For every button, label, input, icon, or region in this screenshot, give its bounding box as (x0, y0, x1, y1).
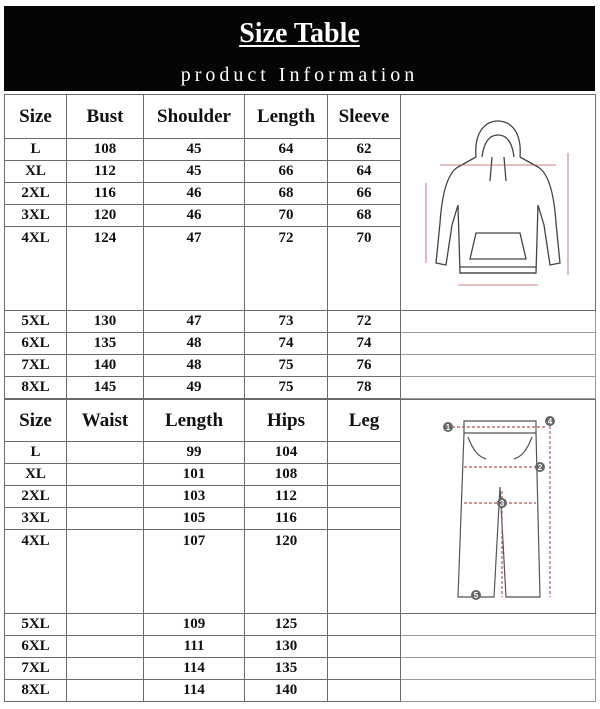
length-cell: 107 (144, 530, 245, 614)
empty-cell (401, 333, 596, 355)
length-cell: 72 (245, 227, 328, 311)
size-cell: 4XL (5, 530, 67, 614)
waist-cell (67, 530, 144, 614)
waist-cell (67, 486, 144, 508)
sleeve-cell: 64 (328, 161, 401, 183)
shoulder-cell: 45 (144, 139, 245, 161)
marker-label-1: 1 (445, 422, 451, 432)
hoodie-illustration-cell (401, 95, 596, 311)
bust-cell: 140 (67, 355, 144, 377)
hips-cell: 116 (245, 508, 328, 530)
size-cell: 4XL (5, 227, 67, 311)
size-cell: L (5, 442, 67, 464)
waist-cell (67, 658, 144, 680)
hips-cell: 140 (245, 680, 328, 702)
table-header-row (5, 400, 596, 442)
column-header-bust: Bust (67, 95, 144, 139)
length-cell: 101 (144, 464, 245, 486)
length-cell: 111 (144, 636, 245, 658)
bust-cell: 135 (67, 333, 144, 355)
empty-cell (401, 355, 596, 377)
length-cell: 64 (245, 139, 328, 161)
marker-label-3: 3 (499, 498, 505, 508)
length-cell: 103 (144, 486, 245, 508)
shoulder-cell: 47 (144, 227, 245, 311)
waist-cell (67, 614, 144, 636)
hips-cell: 108 (245, 464, 328, 486)
hips-cell: 120 (245, 530, 328, 614)
leg-cell (328, 486, 401, 508)
hips-cell: 135 (245, 658, 328, 680)
table-row (5, 614, 596, 636)
hips-cell: 112 (245, 486, 328, 508)
empty-cell (401, 636, 596, 658)
shoulder-cell: 46 (144, 205, 245, 227)
bust-cell: 108 (67, 139, 144, 161)
waist-cell (67, 680, 144, 702)
size-cell: XL (5, 464, 67, 486)
length-cell: 109 (144, 614, 245, 636)
waist-cell (67, 464, 144, 486)
shoulder-cell: 47 (144, 311, 245, 333)
length-cell: 114 (144, 658, 245, 680)
length-cell: 70 (245, 205, 328, 227)
sleeve-cell: 72 (328, 311, 401, 333)
table-row (5, 636, 596, 658)
header-banner (4, 6, 595, 91)
marker-label-5: 5 (473, 590, 479, 600)
size-cell: 2XL (5, 183, 67, 205)
pants-size-table (4, 399, 596, 702)
column-header-size: Size (5, 400, 67, 442)
empty-cell (401, 658, 596, 680)
table-row (5, 377, 596, 399)
hips-cell: 104 (245, 442, 328, 464)
hoodie-diagram-icon (418, 113, 578, 293)
shoulder-cell: 48 (144, 333, 245, 355)
sleeve-cell: 68 (328, 205, 401, 227)
leg-cell (328, 636, 401, 658)
shoulder-cell: 46 (144, 183, 245, 205)
size-cell: XL (5, 161, 67, 183)
column-header-hips: Hips (245, 400, 328, 442)
page-subtitle: product Information (180, 64, 419, 86)
length-cell: 114 (144, 680, 245, 702)
hips-cell: 130 (245, 636, 328, 658)
column-header-waist: Waist (67, 400, 144, 442)
empty-cell (401, 311, 596, 333)
marker-label-2: 2 (537, 462, 543, 472)
empty-cell (401, 377, 596, 399)
column-header-length: Length (144, 400, 245, 442)
pants-diagram-icon (428, 407, 568, 607)
marker-label-4: 4 (547, 416, 553, 426)
size-cell: 5XL (5, 614, 67, 636)
size-cell: 8XL (5, 377, 67, 399)
size-cell: 6XL (5, 636, 67, 658)
size-cell: 7XL (5, 658, 67, 680)
bust-cell: 130 (67, 311, 144, 333)
size-cell: 3XL (5, 508, 67, 530)
size-cell: 8XL (5, 680, 67, 702)
length-cell: 105 (144, 508, 245, 530)
sleeve-cell: 74 (328, 333, 401, 355)
column-header-size: Size (5, 95, 67, 139)
empty-cell (401, 680, 596, 702)
bust-cell: 120 (67, 205, 144, 227)
bust-cell: 145 (67, 377, 144, 399)
page-title: Size Table (239, 18, 360, 49)
shoulder-cell: 45 (144, 161, 245, 183)
size-cell: 5XL (5, 311, 67, 333)
length-cell: 68 (245, 183, 328, 205)
leg-cell (328, 680, 401, 702)
size-cell: 2XL (5, 486, 67, 508)
column-header-sleeve: Sleeve (328, 95, 401, 139)
sleeve-cell: 62 (328, 139, 401, 161)
length-cell: 75 (245, 355, 328, 377)
column-header-length: Length (245, 95, 328, 139)
column-header-leg: Leg (328, 400, 401, 442)
waist-cell (67, 636, 144, 658)
sleeve-cell: 78 (328, 377, 401, 399)
table-row (5, 658, 596, 680)
waist-cell (67, 508, 144, 530)
length-cell: 66 (245, 161, 328, 183)
size-cell: 3XL (5, 205, 67, 227)
sleeve-cell: 70 (328, 227, 401, 311)
shoulder-cell: 48 (144, 355, 245, 377)
sleeve-cell: 66 (328, 183, 401, 205)
empty-cell (401, 614, 596, 636)
leg-cell (328, 530, 401, 614)
leg-cell (328, 508, 401, 530)
pants-illustration-cell (401, 400, 596, 614)
table-row (5, 680, 596, 702)
table-row (5, 311, 596, 333)
bust-cell: 124 (67, 227, 144, 311)
leg-cell (328, 442, 401, 464)
column-header-shoulder: Shoulder (144, 95, 245, 139)
bust-cell: 116 (67, 183, 144, 205)
hips-cell: 125 (245, 614, 328, 636)
hoodie-size-table (4, 94, 596, 399)
leg-cell (328, 614, 401, 636)
waist-cell (67, 442, 144, 464)
length-cell: 73 (245, 311, 328, 333)
shoulder-cell: 49 (144, 377, 245, 399)
length-cell: 99 (144, 442, 245, 464)
length-cell: 74 (245, 333, 328, 355)
size-cell: L (5, 139, 67, 161)
bust-cell: 112 (67, 161, 144, 183)
table-header-row (5, 95, 596, 139)
size-cell: 6XL (5, 333, 67, 355)
size-cell: 7XL (5, 355, 67, 377)
leg-cell (328, 658, 401, 680)
table-row (5, 355, 596, 377)
length-cell: 75 (245, 377, 328, 399)
table-row (5, 333, 596, 355)
sleeve-cell: 76 (328, 355, 401, 377)
leg-cell (328, 464, 401, 486)
